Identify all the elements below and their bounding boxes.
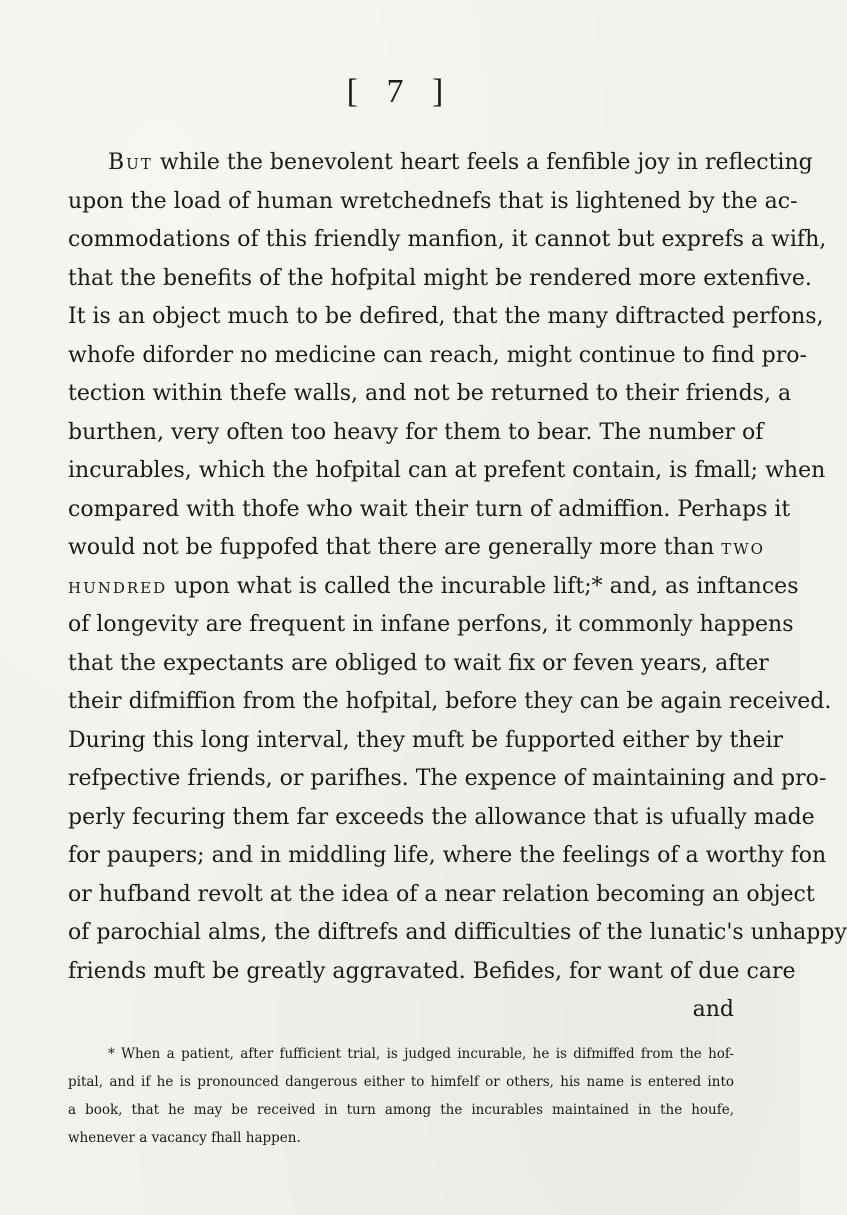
text-line: friends muft be greatly aggravated. Befides, for want of due care bbox=[68, 958, 796, 984]
text-line bbox=[68, 144, 813, 183]
text-line: upon the load of human wretchednefs that is lightened by the ac- bbox=[68, 188, 798, 214]
footnote-line: * When a patient, after fufficient trial, is judged incurable, he is difmiffed from the hof- bbox=[108, 1046, 734, 1062]
text-line: compared with thofe who wait their turn of admiffion. Perhaps it bbox=[68, 496, 791, 522]
footnote-line: pital, and if he is pronounced dangerous either to himfelf or others, his name is entered into bbox=[68, 1074, 734, 1090]
text-line: It is an object much to be defired, that the many diftracted perfons, bbox=[68, 304, 824, 329]
line-text: would not be fuppofed that there are generally more than bbox=[68, 535, 715, 560]
drop-lead-word: But bbox=[108, 150, 153, 175]
text-line: their difmiffion from the hofpital, before they can be again received. bbox=[68, 689, 832, 714]
small-caps-word: two bbox=[721, 535, 765, 560]
text-line: for paupers; and in middling life, where the feelings of a worthy fon bbox=[68, 843, 827, 868]
footnote bbox=[68, 1040, 734, 1152]
text-line: refpective friends, or parifhes. The expence of maintaining and pro- bbox=[68, 766, 827, 791]
text-line bbox=[68, 529, 765, 568]
line-text: upon what is called the incurable lift;* and, as inftances bbox=[167, 573, 799, 599]
text-line: burthen, very often too heavy for them to bear. The number of bbox=[68, 419, 764, 445]
small-caps-word: hundred bbox=[68, 573, 168, 599]
text-line: perly fecuring them far exceeds the allowance that is ufually made bbox=[68, 804, 815, 830]
text-line: incurables, which the hofpital can at prefent contain, is fmall; when bbox=[68, 458, 826, 483]
text-line: of longevity are frequent in infane perfons, it commonly happens bbox=[68, 612, 794, 637]
text-line: or hufband revolt at the idea of a near relation becoming an object bbox=[68, 881, 815, 907]
footnote-line: a book, that he may be received in turn among the incurables maintained in the houfe, bbox=[68, 1102, 734, 1118]
text-line: of parochial alms, the diftrefs and difficulties of the lunatic's unhappy bbox=[68, 920, 847, 945]
catchword: and bbox=[692, 997, 734, 1022]
text-line bbox=[68, 568, 799, 607]
text-line: whofe diforder no medicine can reach, might continue to find pro- bbox=[68, 342, 807, 368]
body-text bbox=[68, 144, 847, 1030]
line-text: while the benevolent heart feels a fenfible joy in reflecting bbox=[152, 150, 813, 175]
footnote-line: whenever a vacancy fhall happen. bbox=[68, 1130, 301, 1146]
text-line: commodations of this friendly manfion, it cannot but exprefs a wifh, bbox=[68, 227, 827, 252]
text-line: tection within thefe walls, and not be returned to their friends, a bbox=[68, 381, 792, 406]
page-number: [ 7 ] bbox=[346, 73, 454, 110]
text-line: that the expectants are obliged to wait fix or feven years, after bbox=[68, 650, 769, 676]
text-line: that the benefits of the hofpital might be rendered more extenfive. bbox=[68, 265, 812, 291]
text-line: During this long interval, they muft be fupported either by their bbox=[68, 727, 784, 753]
